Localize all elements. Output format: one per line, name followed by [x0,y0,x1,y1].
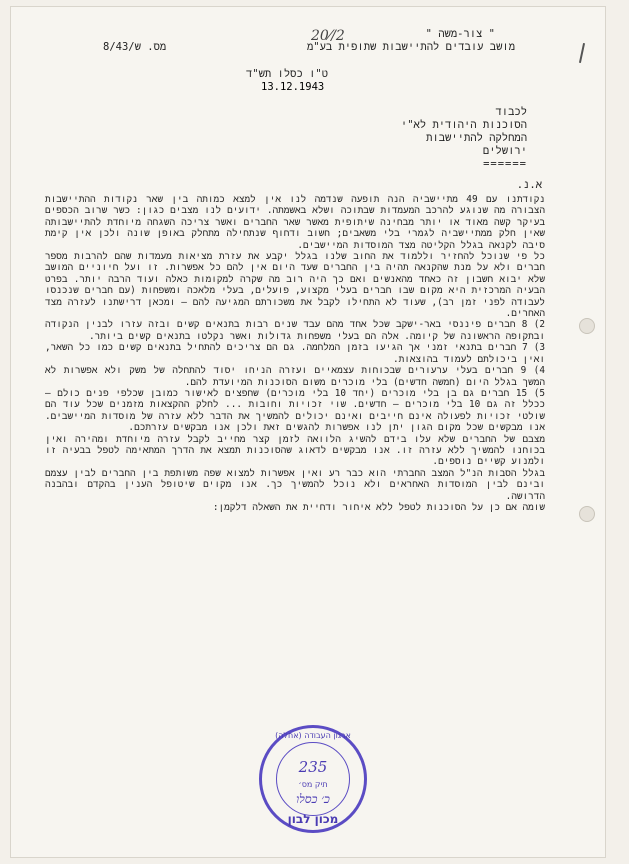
letter-page [10,6,606,858]
reference-number: מס. ש/8/43 [103,41,167,53]
address-line-2: הסוכנות היהודית לא"י [400,119,527,131]
body-paragraph: 3) 7 חברים בתנאי זמני אך הגיעו בזמן המלחמה. גם הם צריכים להתחיל בתנאים קשים כמו כל השאר, ואין ביכולתם לעמוד בהוצאות. [45,342,545,365]
body-paragraph: בגלל הסבות הנ"ל המצב החברתי הוא כבר רע ואין אפשרות למצוא שפה משותפת בין החברים לבין עצמם ובינם לבין המוסדות האחראים ולא נוכל להמשיך כך. אנו מקוים שיטופל הענין בהקדם ובהבנה הדרושה. [45,467,545,502]
handwritten-number: 20⁄/2 [311,28,345,44]
body-paragraph: נקודתנו עם 49 מתיישביה הנה תופעה שנדמה לנו אין למצא כמותה בין שאר נקודות ההתיישבות הצבורה מה שנוגע להרכב המעמדות שבתוכה ושלא באשמתה. ידועים לנו מצבים כגון: כשר שרוב הכספים בעיקר קשה מאוד או יותר מבחינה שיתופית מאשר שאר החברים ואשר צריכה השגחה מיוחדת להתיישבותה שאין חלק ממתיישביה לגמרי בלי משאבים; חשוב ודחוף שנתחילה מתחלק באופן שונה ולכן אין קימת סיבה לקנאה בגלל הקליטה מצד המוסדות המיישבים. [45,194,545,251]
address-line-4: ירושלים [482,145,527,157]
body-paragraph: שומה אם כן על הסוכנות לטפל ללא איחור ודחיית את השאלה דלקמן: [212,501,545,513]
address-divider: ====== [483,158,527,170]
body-paragraph: מצבם של החברים שלא עלו בידם להשיג הלוואה לזמן קצר מחייב לקבל עזרה מיוחדת ומהירה ואין בכוחנו להמשיך ללא עזרה זו. אנו מבקשים לדאוג שהסוכנות תמצא את הדרך המתאימה לטפל בבעיה זו ולמנוע קשיים נוספים. [45,433,545,468]
address-line-3: המחלקה להתיישבות [426,132,527,144]
org-name: " צור-משה " [425,28,495,40]
greeting: א.נ. [516,179,542,191]
address-line-1: לכבוד [495,106,527,118]
body-paragraph: כל פי שנוכל להחזיר וללמוד את החוב שלנו בגלל יקבע את עזרת מציאות מעמדות שהם להרבות מספר חברים ולא על מנת שהקנאה תהיה בין החברים שעד היום אין להם כל אפשרות. זו ועל חיוניים המושב שלא יבוא חשבון זה כאחד מהאנשים ואם כך היה רוב מה שקרה למקומות כאלה ועוד הרבה יותר. בפרט הבעיה המרכזית היא מקום שבו חברים בעלי מקצוע, פועלים, בעלי מלאכה ומשפחות (עם חברים שנכנסו לעבודה לפני זמן רב), שעוד לא התחילו לקבל את משכורתם המגיעה להם — ומכאן דרישתנו לעזרה מצד האחרים. [45,251,545,320]
body-paragraph: 2) 8 חברים פיננסי באר-ישקב שכל אחד מהם עבד שנים רבות בתנאים קשים ובזה עזרו לבנין הנקודה ובתקופה הראשונה של קיומה. אלה הם בעלי משפחות גדולות ואשר נקלטו בתנאים קשים ביותר. [45,319,546,342]
date-hebrew: ט"ו כסלו תש"ד [246,68,328,80]
body-paragraph: 5) 15 חברים גם בן בלי מוכרים (יחד 10 בלי מוכרים) שחפצים לאישור כמובן שכלפי פנים כולם — ככלל זה גם 10 בלי מוכרים — חדשים. שוי זכויות וחובות ... לחלק ההקצאות מזמנים שכל עוד הם שולטי זכויות לפעולה אינם חייבים ואינם יכולים להמשיך את הדבר ללא עזרה של מוסדות המיישבים. אנו מבקשים שכל מקום הגון יתן לנו אפשרות להגשים זאת ולכן אנו מבקשים עזרתכם. [45,387,545,434]
archive-stamp [259,725,367,833]
date-gregorian: 13.12.1943 [261,81,325,93]
stamp-ring-bottom-text: מכון לבון [287,812,339,826]
punch-hole-bottom [579,506,595,522]
stamp-handwritten-note: כ׳ כסלו [296,792,330,806]
margin-pen-mark [579,43,585,63]
stamp-file-label: תיק מס׳ [298,780,328,789]
body-paragraph: 4) 9 חברים בעלי ערעורים שבכוחות עצמאיים ועזרה הניחו יסוד להתחלה של משק ולא אפשרות לא המשך בגלל היום (חמשה חדשים) בלי מוכרים משום הסוכנות המיועדת להם. [45,365,545,388]
org-subtitle: מושב עובדים להתיישבות שתופית בע"מ [306,41,515,53]
punch-hole-top [579,318,595,334]
letter-body [45,194,545,513]
stamp-ring-top-text: ארגון העבודה (אחלה) [275,731,351,740]
stamp-handwritten-number: 235 [298,758,328,776]
